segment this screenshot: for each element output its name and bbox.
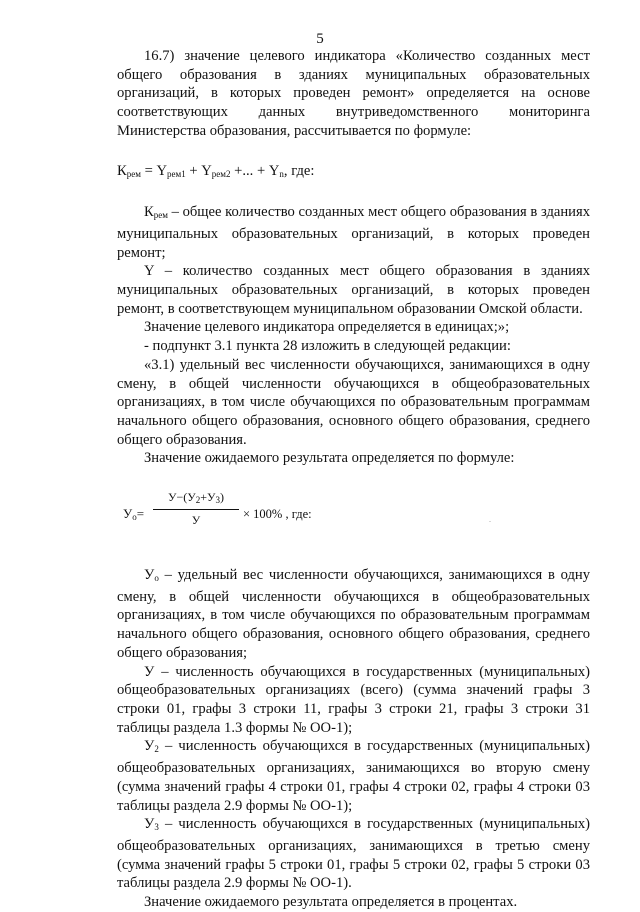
formula-intro: Значение ожидаемого результата определяется по формуле: — [144, 450, 515, 467]
definition-u2: $У_2$ – численность обучающихся в государственных (муниципальных) общеобразовательных организациях, занимающихся во вторую смену (сумма значений графы 4 строки 01, графы 4 строки 02, графы 4 строки 03 таблицы раздела 2.9 формы № ОО-1); — [117, 738, 590, 814]
formula-lhs: $У_о=$ — [123, 506, 145, 523]
fraction-bar — [153, 509, 239, 510]
definition-u: У – численность обучающихся в государственных (муниципальных) общеобразовательных организациях (всего) (сумма значений графы 3 строки 01, графы 3 строки 11, графы 3 строки 21, графы 3 строки 31 таблицы раздела 1.3 формы № ОО-1); — [117, 663, 590, 736]
definition-u3: $У_3$ – численность обучающихся в государственных (муниципальных) общеобразовательных организациях, занимающихся в третью смену (сумма значений графы 5 строки 01, графы 5 строки 02, графы 5 строки 03 таблицы раздела 2.9 формы № ОО-1). — [117, 816, 590, 892]
paragraph-16-7: 16.7) значение целевого индикатора «Количество созданных мест общего образования в зданиях муниципальных образовательных организаций, в которых проведен ремонт» определяется на основе соответствующих данных внутриведомственного мониторинга Министерства образования, рассчитывается по формуле: — [117, 48, 590, 139]
document-body — [117, 47, 590, 912]
formula-numerator: $У-(У_2+У_3)$ — [167, 490, 225, 506]
formula-rhs: × 100% , где: — [243, 507, 312, 522]
units-statement: Значение целевого индикатора определяется в единицах;»; — [144, 319, 510, 336]
formula-denominator: У — [191, 513, 201, 528]
formula-u-o — [117, 486, 590, 542]
definition-k-rem: $К_{рем}$ – общее количество созданных мест общего образования в зданиях муниципальных образовательных организаций, в которых проведен ремонт; — [117, 204, 590, 261]
formula-k-rem: $К_{рем} = Y_{рем1} + Y_{рем2}$ +... + $Y_n$, где: — [117, 162, 315, 179]
closing-statement: Значение ожидаемого результата определяется в процентах. — [144, 894, 518, 911]
subpoint-3-1-text: «3.1) удельный вес численности обучающихся, занимающихся в одну смену, в общей численности обучающихся в общеобразовательных организациях, в том числе обучающихся по образовательным программам начального общего образования, основного общего образования, среднего общего образования. — [117, 356, 590, 448]
scan-dot: . — [489, 515, 491, 525]
formula-fraction — [153, 486, 239, 528]
definition-u-o: $У_о$ – удельный вес численности обучающихся, занимающихся в одну смену, в общей численности обучающихся в общеобразовательных организациях, в том числе обучающихся по образовательным программам начального общего образования, основного общего образования, среднего общего образования; — [117, 567, 590, 661]
subpoint-3-1-intro: - подпункт 3.1 пункта 28 изложить в следующей редакции: — [144, 338, 511, 355]
page-number: 5 — [316, 31, 324, 47]
definition-y: Y – количество созданных мест общего образования в зданиях муниципальных образовательных организаций, в которых проведен ремонт, в соответствующем муниципальном образовании Омской области. — [117, 263, 590, 317]
